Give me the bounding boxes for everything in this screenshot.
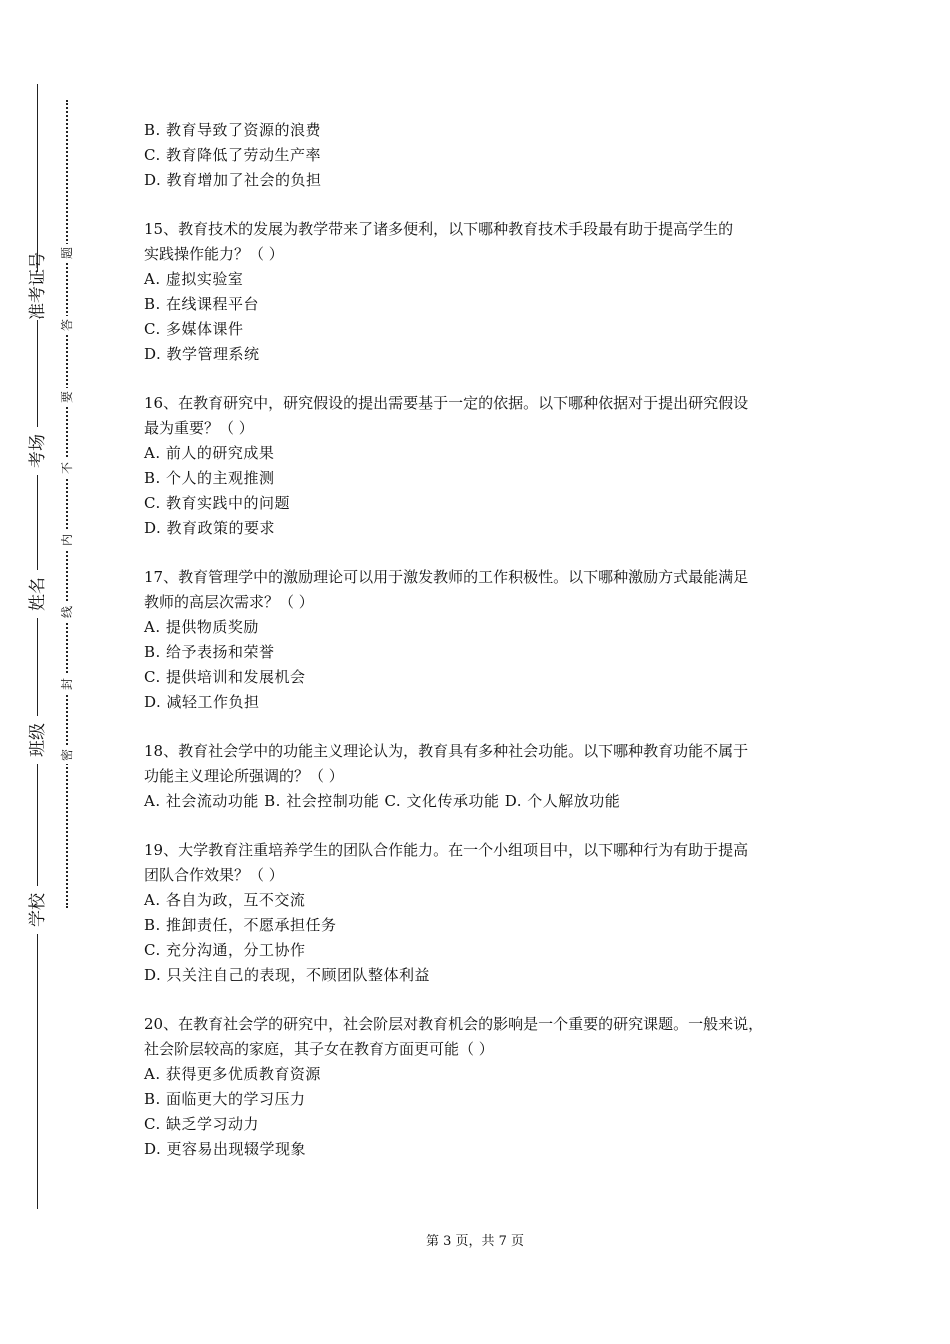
option-line: C. 教育降低了劳动生产率 [144, 146, 321, 164]
option-line: B. 推卸责任，不愿承担任务 [144, 916, 337, 934]
option-line: A. 提供物质奖励 [144, 618, 259, 636]
question-19-stem: 19、大学教育注重培养学生的团队合作能力。在一个小组项目中，以下哪种行为有助于提高 [144, 841, 749, 859]
option-line: B. 面临更大的学习压力 [144, 1090, 306, 1108]
spacer [144, 814, 824, 838]
question-18-stem: 18、教育社会学中的功能主义理论认为，教育具有多种社会功能。以下哪种教育功能不属于 [144, 742, 749, 760]
option-line: D. 教学管理系统 [144, 345, 260, 363]
question-16-stem: 16、在教育研究中，研究假设的提出需要基于一定的依据。以下哪种依据对于提出研究假设 [144, 394, 749, 412]
option-line: D. 减轻工作负担 [144, 693, 260, 711]
name-label: 姓名 [25, 570, 51, 618]
question-content [144, 118, 824, 1162]
seal-char: 封 [58, 675, 76, 693]
class-label: 班级 [25, 716, 51, 764]
exam-room-label: 考场 [25, 427, 51, 475]
page-number: 第 3 页，共 7 页 [425, 1234, 525, 1249]
option-line: C. 多媒体课件 [144, 320, 244, 338]
spacer [144, 193, 824, 217]
option-line: A. 获得更多优质教育资源 [144, 1065, 321, 1083]
spacer [144, 541, 824, 565]
option-line: C. 提供培训和发展机会 [144, 668, 306, 686]
question-15-stem: 实践操作能力？（ ） [144, 245, 284, 263]
school-label: 学校 [25, 886, 51, 934]
option-line: C. 充分沟通，分工协作 [144, 941, 306, 959]
seal-char: 不 [58, 459, 76, 477]
option-line: B. 在线课程平台 [144, 295, 260, 313]
question-18-stem: 功能主义理论所强调的？（ ） [144, 767, 344, 785]
option-line: A. 社会流动功能 B. 社会控制功能 C. 文化传承功能 D. 个人解放功能 [144, 792, 621, 810]
seal-char: 答 [58, 316, 76, 334]
option-line: D. 教育增加了社会的负担 [144, 171, 322, 189]
option-line: C. 缺乏学习动力 [144, 1115, 259, 1133]
option-line: A. 各自为政，互不交流 [144, 891, 306, 909]
option-line: B. 个人的主观推测 [144, 469, 275, 487]
spacer [144, 367, 824, 391]
option-line: A. 前人的研究成果 [144, 444, 275, 462]
seal-char: 要 [58, 388, 76, 406]
option-line: D. 教育政策的要求 [144, 519, 276, 537]
question-16-stem: 最为重要？（ ） [144, 419, 254, 437]
option-line: D. 只关注自己的表现，不顾团队整体利益 [144, 966, 431, 984]
question-20-stem: 社会阶层较高的家庭，其子女在教育方面更可能（ ） [144, 1040, 494, 1058]
option-line: D. 更容易出现辍学现象 [144, 1140, 307, 1158]
seal-dotted-line [66, 100, 68, 908]
seal-char: 内 [58, 531, 76, 549]
question-17-stem: 教师的高层次需求？（ ） [144, 593, 314, 611]
seal-char: 密 [58, 746, 76, 764]
spacer [144, 988, 824, 1012]
question-20-stem: 20、在教育社会学的研究中，社会阶层对教育机会的影响是一个重要的研究课题。一般来说， [144, 1015, 764, 1033]
option-line: B. 给予表扬和荣誉 [144, 643, 275, 661]
question-19-stem: 团队合作效果？（ ） [144, 866, 284, 884]
option-line: B. 教育导致了资源的浪费 [144, 121, 322, 139]
question-15-stem: 15、教育技术的发展为教学带来了诸多便利，以下哪种教育技术手段最有助于提高学生的 [144, 220, 734, 238]
seal-char: 题 [58, 244, 76, 262]
option-line: A. 虚拟实验室 [144, 270, 244, 288]
seal-char: 线 [58, 603, 76, 621]
exam-id-label: 准考证号 [25, 272, 51, 320]
option-line: C. 教育实践中的问题 [144, 494, 290, 512]
spacer [144, 715, 824, 739]
question-17-stem: 17、教育管理学中的激励理论可以用于激发教师的工作积极性。以下哪种激励方式最能满足 [144, 568, 749, 586]
